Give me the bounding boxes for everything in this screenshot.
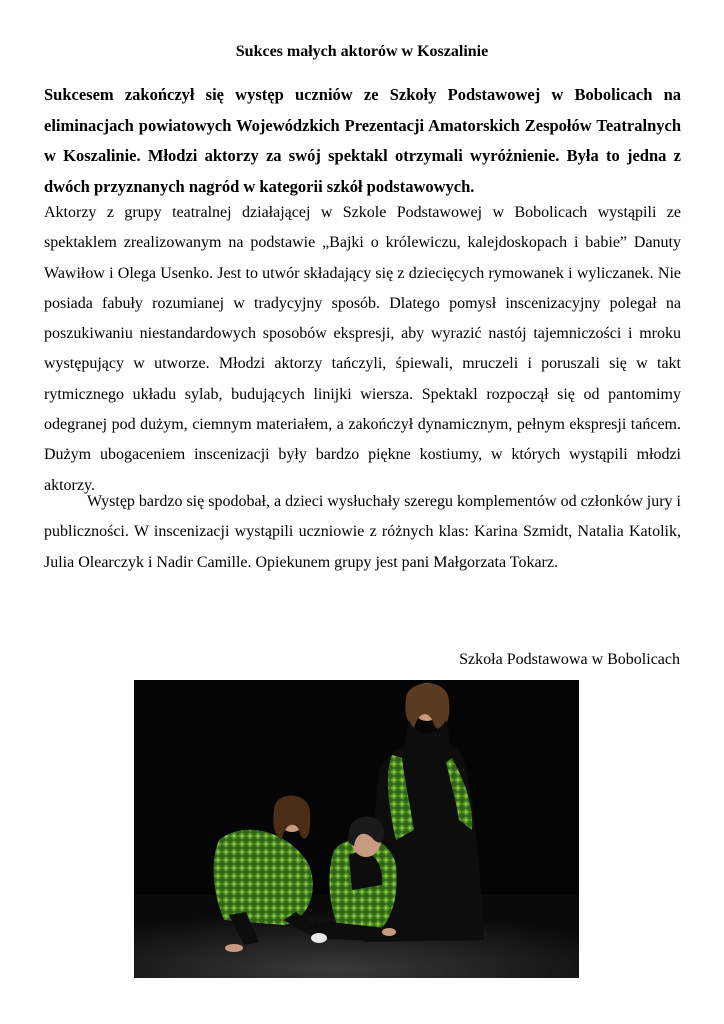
signature: Szkoła Podstawowa w Bobolicach [459, 651, 680, 668]
stage-photo [134, 680, 579, 978]
body-paragraph-1: Aktorzy z grupy teatralnej działającej w Szkole Podstawowej w Bobolicach wystąpili ze spektaklem zrealizowanym na podstawie „Bajki o królewiczu, kalejdoskopach i babie” Danuty Wawiłow i Olega Usenko. Jest to utwór składający się z dziecięcych rymowanek i wyliczanek. Nie posiada fabuły rozumianej w tradycyjny sposób. Dlatego pomysł inscenizacyjny polegał na poszukiwaniu niestandardowych sposobów ekspresji, aby wyrazić nastój tajemniczości i mroku występujący w utworze. Młodzi aktorzy tańczyli, śpiewali, mruczeli i poruszali się w takt rytmicznego układu sylab, budujących linijki wiersza. Spektakl rozpoczął się od pantomimy odegranej pod dużym, ciemnym materiałem, a zakończył dynamicznym, pełnym ekspresji tańcem. Dużym ubogaceniem inscenizacji były bardzo piękne kostiumy, w których wystąpili młodzi aktorzy. [44, 204, 681, 494]
document-title: Sukces małych aktorów w Koszalinie [235, 43, 489, 60]
stage-photo-illustration [134, 680, 579, 978]
body-paragraph-2: Występ bardzo się spodobał, a dzieci wysłuchały szeregu komplementów od członków jury i publiczności. W inscenizacji wystąpili uczniowie z różnych klas: Karina Szmidt, Natalia Katolik, Julia Olearczyk i Nadir Camille. Opiekunem grupy jest pani Małgorzata Tokarz. [44, 493, 681, 571]
lead-paragraph: Sukcesem zakończył się występ uczniów ze Szkoły Podstawowej w Bobolicach na eliminacjach powiatowych Wojewódzkich Prezentacji Amatorskich Zespołów Teatralnych w Koszalinie. Młodzi aktorzy za swój spektakl otrzymali wyróżnienie. Była to jedna z dwóch przyznanych nagród w kategorii szkół podstawowych. [44, 85, 681, 196]
